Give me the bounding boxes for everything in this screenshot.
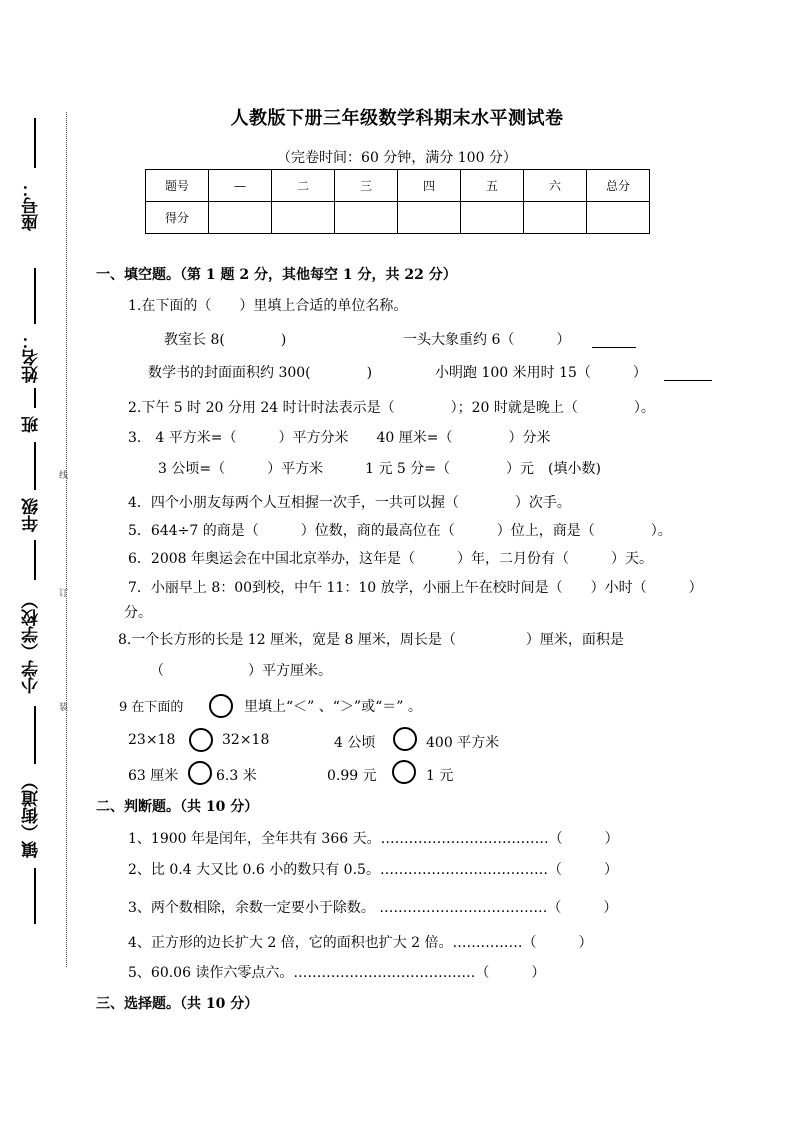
compare-right: 400 平方米 [426, 735, 500, 751]
compare-circle-icon [209, 694, 233, 718]
bind-char-ding: 订 [59, 589, 69, 599]
judgment-item: 3、两个数相除，余数一定要小于除数。 ………………………………（ ） [128, 900, 618, 916]
grade-label: 年级 [22, 498, 42, 532]
town-label: 镇（街道） [22, 773, 42, 859]
score-header-cell: 二 [272, 170, 335, 202]
question-8-cont: （ ）平方厘米。 [150, 663, 332, 679]
score-cell[interactable] [335, 202, 398, 234]
bind-char-xian: 线 [59, 471, 69, 481]
compare-right: 1 元 [426, 768, 454, 784]
section2-heading: 二、判断题。（共 10 分） [96, 799, 259, 815]
town-line-bottom [34, 868, 36, 924]
compare-left: 0.99 元 [327, 768, 377, 784]
question-1c: 数学书的封面面积约 300( ) [148, 365, 373, 381]
score-cell[interactable] [272, 202, 335, 234]
town-line [34, 706, 36, 764]
question-8: 8.一个长方形的长是 12 厘米，宽是 8 厘米，周长是（ ）厘米，面积是 [118, 632, 624, 648]
question-6: 6．2008 年奥运会在中国北京举办，这年是（ ）年，二月份有（ ）天。 [128, 551, 653, 567]
question-9-pre: 9 在下面的 [119, 700, 184, 715]
judgment-item: 5、60.06 读作六零点六。…………………………………（ ） [128, 965, 546, 981]
class-line [34, 388, 36, 408]
page-title: 人教版下册三年级数学科期末水平测试卷 [230, 108, 564, 129]
compare-circle-answer[interactable] [188, 761, 212, 785]
compare-circle-answer[interactable] [392, 760, 416, 784]
binding-dotted-line [66, 112, 67, 967]
score-row-label: 得分 [146, 202, 209, 234]
score-header-cell: 五 [461, 170, 524, 202]
name-label: 姓名： [22, 332, 42, 384]
compare-right: 32×18 [222, 732, 270, 748]
question-3a: 3. 4 平方米=（ ）平方分米 40 厘米=（ ）分米 [128, 430, 551, 446]
score-header-cell: 三 [335, 170, 398, 202]
score-table-header-row [146, 170, 650, 202]
class-label: 班 [22, 416, 42, 434]
compare-left: 63 厘米 [128, 768, 179, 784]
bind-char-zhuang: 装 [59, 703, 69, 713]
question-9-post: 里填上“＜” 、“＞”或“＝” 。 [244, 699, 422, 715]
score-cell[interactable] [461, 202, 524, 234]
compare-left: 23×18 [128, 732, 176, 748]
score-table [145, 169, 650, 234]
score-cell[interactable] [587, 202, 650, 234]
compare-circle-answer[interactable] [393, 727, 417, 751]
section3-heading: 三、选择题。（共 10 分） [96, 996, 259, 1012]
score-cell[interactable] [398, 202, 461, 234]
compare-circle-answer[interactable] [189, 728, 213, 752]
section1-heading: 一、填空题。（第 1 题 2 分，其他每空 1 分，共 22 分） [96, 267, 457, 283]
grade-line [34, 442, 36, 490]
score-table-score-row [146, 202, 650, 234]
question-1b: 一头大象重约 6（ ） [403, 332, 571, 348]
seat-label: 座号： [22, 180, 42, 232]
question-1d: 小明跑 100 米用时 15（ ） [435, 365, 647, 381]
score-header-cell: 四 [398, 170, 461, 202]
school-label: 小学（学校） [22, 592, 42, 694]
question-7-cont: 分。 [124, 605, 152, 621]
question-1a: 教室长 8( ) [164, 332, 287, 348]
score-header-cell: 总分 [587, 170, 650, 202]
compare-left: 4 公顷 [334, 735, 376, 751]
score-header-cell: 题号 [146, 170, 209, 202]
name-line [34, 268, 36, 324]
score-header-cell: 六 [524, 170, 587, 202]
judgment-item: 4、正方形的边长扩大 2 倍，它的面积也扩大 2 倍。……………（ ） [128, 935, 593, 951]
page-subtitle: （完卷时间：60 分钟，满分 100 分） [277, 150, 517, 166]
question-2: 2.下午 5 时 20 分用 24 时计时法表示是（ ）；20 时就是晚上（ ）。 [128, 400, 655, 416]
school-line [34, 540, 36, 580]
question-5: 5．644÷7 的商是（ ）位数，商的最高位在（ ）位上，商是（ ）。 [128, 523, 672, 539]
question-4: 4．四个小朋友每两个人互相握一次手，一共可以握（ ）次手。 [128, 495, 571, 511]
question-7: 7．小丽早上 8：00到校，中午 11：10 放学，小丽上午在校时间是（ ）小时（ ） [128, 580, 703, 596]
question-3b: 3 公顷=（ ）平方米 1 元 5 分=（ ）元 (填小数) [158, 461, 601, 477]
compare-right: 6.3 米 [216, 768, 257, 784]
score-cell[interactable] [524, 202, 587, 234]
score-header-cell: — [209, 170, 272, 202]
answer-underline[interactable] [664, 380, 712, 381]
judgment-item: 1、1900 年是闰年，全年共有 366 天。………………………………（ ） [128, 831, 619, 847]
judgment-item: 2、比 0.4 大又比 0.6 小的数只有 0.5。………………………………（ ） [128, 862, 618, 878]
question-1: 1.在下面的（ ）里填上合适的单位名称。 [128, 298, 408, 314]
answer-underline[interactable] [592, 347, 636, 348]
score-cell[interactable] [209, 202, 272, 234]
